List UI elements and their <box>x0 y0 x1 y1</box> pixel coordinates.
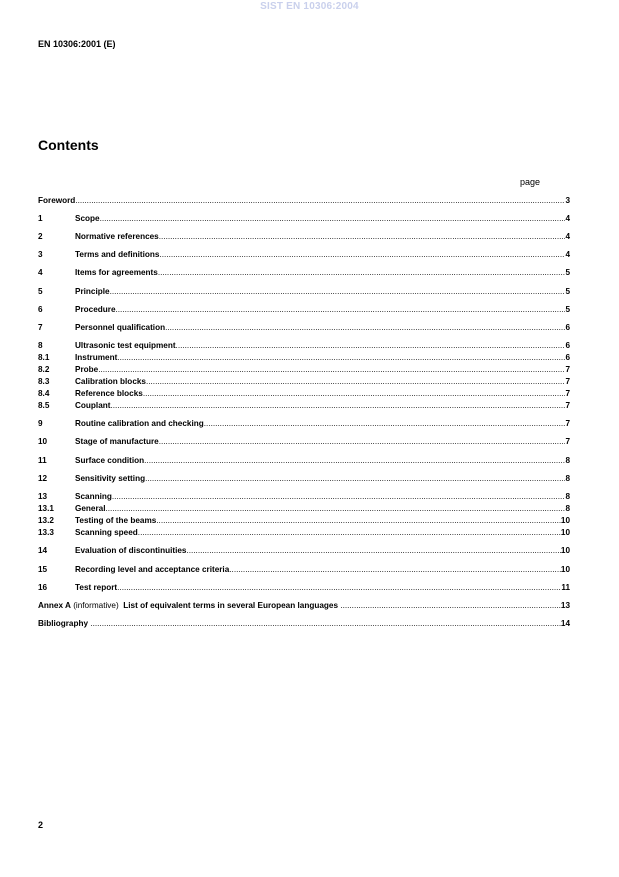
toc-leader <box>156 515 561 527</box>
toc-number: 11 <box>38 456 47 465</box>
toc-entry[interactable] <box>38 564 570 576</box>
toc-number: 8.2 <box>38 365 50 374</box>
toc-number: 6 <box>38 305 43 314</box>
toc-leader <box>159 436 566 448</box>
toc-page: 6 <box>565 323 570 332</box>
toc-number: 14 <box>38 546 48 555</box>
toc-entry-bibliography[interactable] <box>38 618 570 630</box>
toc-page: 4 <box>565 250 570 259</box>
toc-leader <box>144 455 565 467</box>
toc-entry-annex-a[interactable] <box>38 600 570 612</box>
toc-entry[interactable] <box>38 515 570 527</box>
toc-number: 1 <box>38 214 43 223</box>
toc-entry[interactable] <box>38 400 570 412</box>
toc-title: Personnel qualification <box>75 323 166 332</box>
toc-number: 12 <box>38 474 48 483</box>
toc-entry[interactable] <box>38 473 570 485</box>
toc-number: 13.2 <box>38 516 54 525</box>
toc-title: Stage of manufacture <box>75 437 159 446</box>
toc-title: Reference blocks <box>75 389 143 398</box>
toc-page: 5 <box>565 305 570 314</box>
toc-leader <box>110 400 565 412</box>
toc-number: 5 <box>38 287 43 296</box>
toc-page: 11 <box>561 583 570 592</box>
toc-leader <box>117 352 565 364</box>
toc-entry[interactable] <box>38 491 570 503</box>
toc-page: 5 <box>565 268 570 277</box>
toc-number: 8.5 <box>38 401 50 410</box>
toc-entry[interactable] <box>38 545 570 557</box>
toc-leader <box>186 545 560 557</box>
watermark: SIST EN 10306:2004 <box>260 1 359 12</box>
toc-number: 3 <box>38 250 43 259</box>
toc-page: 14 <box>560 619 570 628</box>
toc-title: Annex A <box>38 601 71 610</box>
toc-title: Ultrasonic test equipment <box>75 341 176 350</box>
toc-entry[interactable] <box>38 304 570 316</box>
toc-leader <box>159 231 566 243</box>
toc-leader <box>138 527 561 539</box>
toc-leader <box>158 267 566 279</box>
toc-title: Evaluation of discontinuities <box>75 546 187 555</box>
toc-entry[interactable] <box>38 527 570 539</box>
toc-leader <box>159 249 565 261</box>
toc-leader <box>98 364 565 376</box>
toc-title: Foreword <box>38 196 76 205</box>
toc-page: 4 <box>565 232 570 241</box>
toc-page: 4 <box>565 214 570 223</box>
toc-title: Normative references <box>75 232 159 241</box>
toc-title-note: (informative) <box>73 601 119 610</box>
toc-leader <box>204 418 566 430</box>
toc-page: 10 <box>560 528 570 537</box>
toc-page: 13 <box>560 601 570 610</box>
toc-page: 7 <box>565 365 570 374</box>
toc-number: 16 <box>38 583 48 592</box>
toc-entry[interactable] <box>38 388 570 400</box>
toc-entry[interactable] <box>38 455 570 467</box>
toc-entry[interactable] <box>38 322 570 334</box>
toc-page: 8 <box>565 474 570 483</box>
toc-title: Calibration blocks <box>75 377 146 386</box>
toc-title: Items for agreements <box>75 268 158 277</box>
page-number: 2 <box>38 820 44 830</box>
page-column-label: page <box>520 177 541 187</box>
toc-entry[interactable] <box>38 352 570 364</box>
toc-title: Scanning <box>75 492 112 501</box>
toc-entry[interactable] <box>38 503 570 515</box>
toc-entry[interactable] <box>38 340 570 352</box>
toc-page: 7 <box>565 389 570 398</box>
toc-title: Test report <box>75 583 118 592</box>
toc-leader <box>90 618 561 630</box>
toc-page: 10 <box>560 565 570 574</box>
toc-title-rest: List of equivalent terms in several European languages <box>123 601 339 610</box>
toc-title: Recording level and acceptance criteria <box>75 565 230 574</box>
toc-leader <box>146 376 565 388</box>
toc-entry[interactable] <box>38 582 570 594</box>
toc-leader <box>110 286 566 298</box>
toc-entry[interactable] <box>38 376 570 388</box>
toc-entry[interactable] <box>38 249 570 261</box>
toc-entry[interactable] <box>38 231 570 243</box>
page-title: Contents <box>38 137 99 153</box>
toc-title: Scope <box>75 214 100 223</box>
toc-page: 8 <box>565 504 570 513</box>
toc-entry[interactable] <box>38 213 570 225</box>
toc-number: 8.3 <box>38 377 50 386</box>
toc-leader <box>106 503 566 515</box>
toc-page: 10 <box>560 546 570 555</box>
toc-number: 9 <box>38 419 43 428</box>
toc-title: Sensitivity setting <box>75 474 146 483</box>
toc-leader <box>117 582 561 594</box>
toc-page: 8 <box>565 492 570 501</box>
toc-number: 8.4 <box>38 389 50 398</box>
toc-leader <box>340 600 561 612</box>
toc-leader <box>229 564 561 576</box>
toc-number: 13.3 <box>38 528 54 537</box>
toc-leader <box>112 491 566 503</box>
toc-entry[interactable] <box>38 267 570 279</box>
toc-title: Testing of the beams <box>75 516 157 525</box>
toc-title: Probe <box>75 365 99 374</box>
toc-title: Scanning speed <box>75 528 138 537</box>
toc-number: 7 <box>38 323 43 332</box>
toc-number: 13.1 <box>38 504 54 513</box>
toc-title: Bibliography <box>38 619 89 628</box>
toc-leader <box>176 340 566 352</box>
toc-page: 7 <box>565 377 570 386</box>
toc-leader <box>143 388 566 400</box>
toc-number: 8.1 <box>38 353 50 362</box>
toc-page: 6 <box>565 353 570 362</box>
toc-title: Routine calibration and checking <box>75 419 204 428</box>
toc-entry[interactable] <box>38 436 570 448</box>
toc-page: 7 <box>565 419 570 428</box>
toc-number: 10 <box>38 437 48 446</box>
toc-title: Couplant <box>75 401 111 410</box>
toc-number: 13 <box>38 492 48 501</box>
toc-number: 2 <box>38 232 43 241</box>
toc-number: 15 <box>38 565 48 574</box>
toc-title: Principle <box>75 287 110 296</box>
toc-page: 3 <box>565 196 570 205</box>
toc-leader <box>116 304 566 316</box>
toc-title: Terms and definitions <box>75 250 160 259</box>
toc-title: General <box>75 504 106 513</box>
toc-leader <box>100 213 566 225</box>
toc-number: 4 <box>38 268 43 277</box>
toc-entry[interactable] <box>38 364 570 376</box>
toc-leader <box>145 473 565 485</box>
toc-entry-foreword[interactable] <box>38 195 570 207</box>
toc-entry[interactable] <box>38 286 570 298</box>
toc-page: 6 <box>565 341 570 350</box>
toc-page: 10 <box>560 516 570 525</box>
toc-leader <box>165 322 565 334</box>
toc-title: Instrument <box>75 353 118 362</box>
toc-entry[interactable] <box>38 418 570 430</box>
toc-page: 8 <box>565 456 570 465</box>
toc-title: Surface condition <box>75 456 145 465</box>
document-id: EN 10306:2001 (E) <box>38 39 116 49</box>
toc-leader <box>75 195 565 207</box>
toc-page: 7 <box>565 401 570 410</box>
toc-page: 5 <box>565 287 570 296</box>
toc-page: 7 <box>565 437 570 446</box>
toc-title: Procedure <box>75 305 116 314</box>
toc-number: 8 <box>38 341 43 350</box>
